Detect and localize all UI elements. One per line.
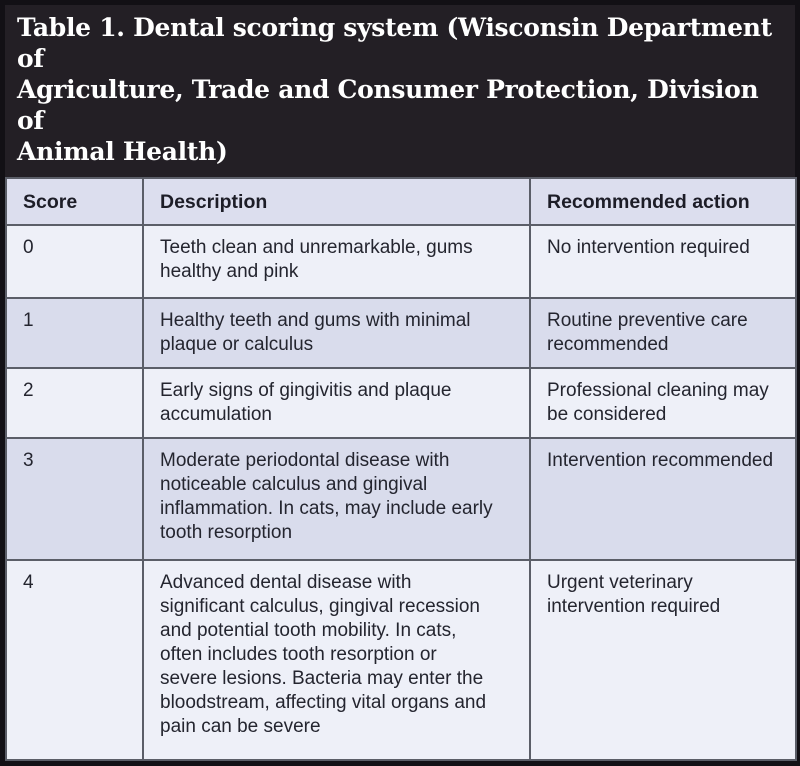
table-title xyxy=(5,5,795,177)
action-cell: Intervention recommended xyxy=(530,438,796,560)
action-cell: Routine preventive care recommended xyxy=(530,298,796,368)
score-cell: 2 xyxy=(6,368,143,438)
table-title-line-2: Agriculture, Trade and Consumer Protection, Division of xyxy=(17,75,759,135)
description-cell: Early signs of gingivitis and plaque accumulation xyxy=(143,368,530,438)
column-header-description: Description xyxy=(143,178,530,225)
dental-scoring-table xyxy=(5,177,797,761)
table-row-score-1 xyxy=(6,298,796,368)
score-cell: 3 xyxy=(6,438,143,560)
score-cell: 0 xyxy=(6,225,143,298)
description-cell: Healthy teeth and gums with minimal plaque or calculus xyxy=(143,298,530,368)
description-cell: Moderate periodontal disease with noticeable calculus and gingival inflammation. In cats, may include early tooth resorption xyxy=(143,438,530,560)
score-cell: 1 xyxy=(6,298,143,368)
column-header-recommended-action: Recommended action xyxy=(530,178,796,225)
description-cell: Teeth clean and unremarkable, gums healthy and pink xyxy=(143,225,530,298)
action-cell: Urgent veterinary intervention required xyxy=(530,560,796,760)
table-row-score-2 xyxy=(6,368,796,438)
action-cell: Professional cleaning may be considered xyxy=(530,368,796,438)
table-row-score-3 xyxy=(6,438,796,560)
table-row-score-0 xyxy=(6,225,796,298)
column-header-score: Score xyxy=(6,178,143,225)
action-cell: No intervention required xyxy=(530,225,796,298)
table-title-line-1: Table 1. Dental scoring system (Wisconsin Department of xyxy=(17,13,772,73)
table-row-score-4 xyxy=(6,560,796,760)
table-title-line-3: Animal Health) xyxy=(17,137,228,166)
description-cell: Advanced dental disease with significant calculus, gingival recession and potential tooth mobility. In cats, often includes tooth resorption or severe lesions. Bacteria may enter the bloodstream, affecting vital organs and pain can be severe xyxy=(143,560,530,760)
header-row xyxy=(6,178,796,225)
score-cell: 4 xyxy=(6,560,143,760)
